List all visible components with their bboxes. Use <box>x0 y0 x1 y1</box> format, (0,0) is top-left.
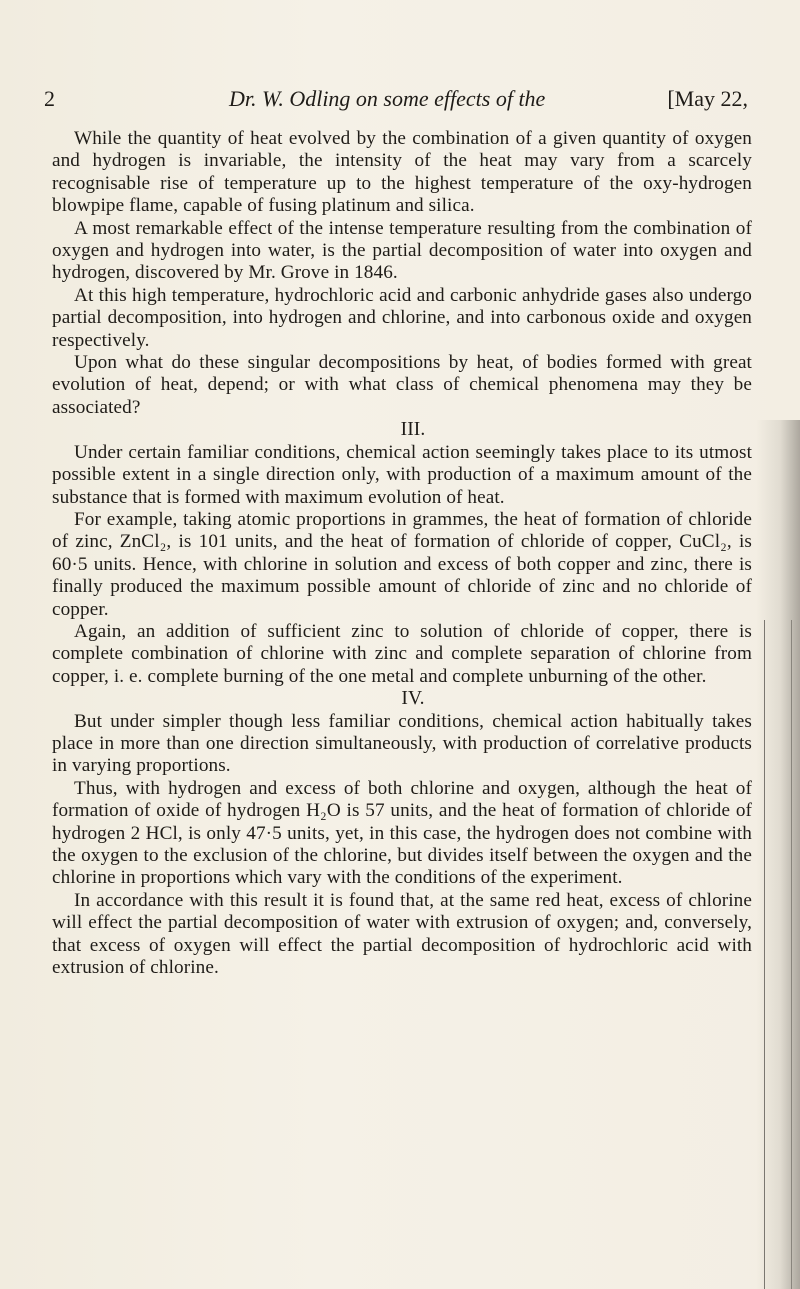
paragraph: At this high temperature, hydrochloric acid and carbonic anhydride gases also undergo partial decomposition, into hydrogen and chlorine, and into carbonous oxide and oxygen respectively. <box>52 284 752 351</box>
paragraph: In accordance with this result it is found that, at the same red heat, excess of chlorine will effect the partial decomposition of water with extrusion of oxygen; and, conversely, that excess of oxygen will effect the partial decomposition of hydrochloric acid with extrusion of chlorine. <box>52 889 752 979</box>
section-heading-iv: IV. <box>401 688 425 710</box>
header-date: [May 22, <box>667 86 748 111</box>
running-header <box>44 86 756 116</box>
paragraph: Upon what do these singular decompositions by heat, of bodies formed with great evolution of heat, depend; or with what class of chemical phenomena may they be associated? <box>52 352 752 418</box>
paragraph: For example, taking atomic proportions in grammes, the heat of formation of chloride of zinc, ZnCl₂, is 101 units, and the heat of formation of chloride of copper, CuCl₂, is 60·5 units. Hence, with chlorine in solution and excess of both copper and zinc, there is finally produced the maximum possible amount of chloride of zinc and no chloride of copper. <box>52 508 752 620</box>
paragraph: Thus, with hydrogen and excess of both chlorine and oxygen, although the heat of formation of oxide of hydrogen H₂O is 57 units, and the heat of formation of chloride of hydrogen 2 HCl, is only 47·5 units, yet, in this case, the hydrogen does not combine with the oxygen to the exclusion of the chlorine, but divides itself between the oxygen and the chlorine in proportions which vary with the conditions of the experiment. <box>52 777 752 889</box>
paragraph: But under simpler though less familiar conditions, chemical action habitually takes place in more than one direction simultaneously, with production of correlative products in varying proportions. <box>52 710 752 777</box>
section-heading-iii: III. <box>400 419 426 441</box>
page-number: 2 <box>44 86 55 111</box>
body-text <box>52 128 752 979</box>
paragraph: Under certain familiar conditions, chemical action seemingly takes place to its utmost possible extent in a single direction only, with production of a maximum amount of the substance that is formed with maximum evolution of heat. <box>52 441 752 508</box>
paragraph: While the quantity of heat evolved by the combination of a given quantity of oxygen and hydrogen is invariable, the intensity of the heat may vary from a scarcely recognisable rise of temperature up to the highest temperature of the oxy-hydrogen blowpipe flame, capable of fusing platinum and silica. <box>52 128 752 217</box>
paragraph: Again, an addition of sufficient zinc to solution of chloride of copper, there is complete combination of chlorine with zinc and complete separation of chlorine from copper, i. e. complete burning of the one metal and complete unburning of the other. <box>52 620 752 687</box>
running-title: Dr. W. Odling on some effects of the <box>229 86 546 111</box>
binding-edge-lines <box>764 620 792 1289</box>
paragraph: A most remarkable effect of the intense temperature resulting from the combination of oxygen and hydrogen into water, is the partial decomposition of water into oxygen and hydrogen, discovered by Mr. Grove in 1846. <box>52 217 752 284</box>
